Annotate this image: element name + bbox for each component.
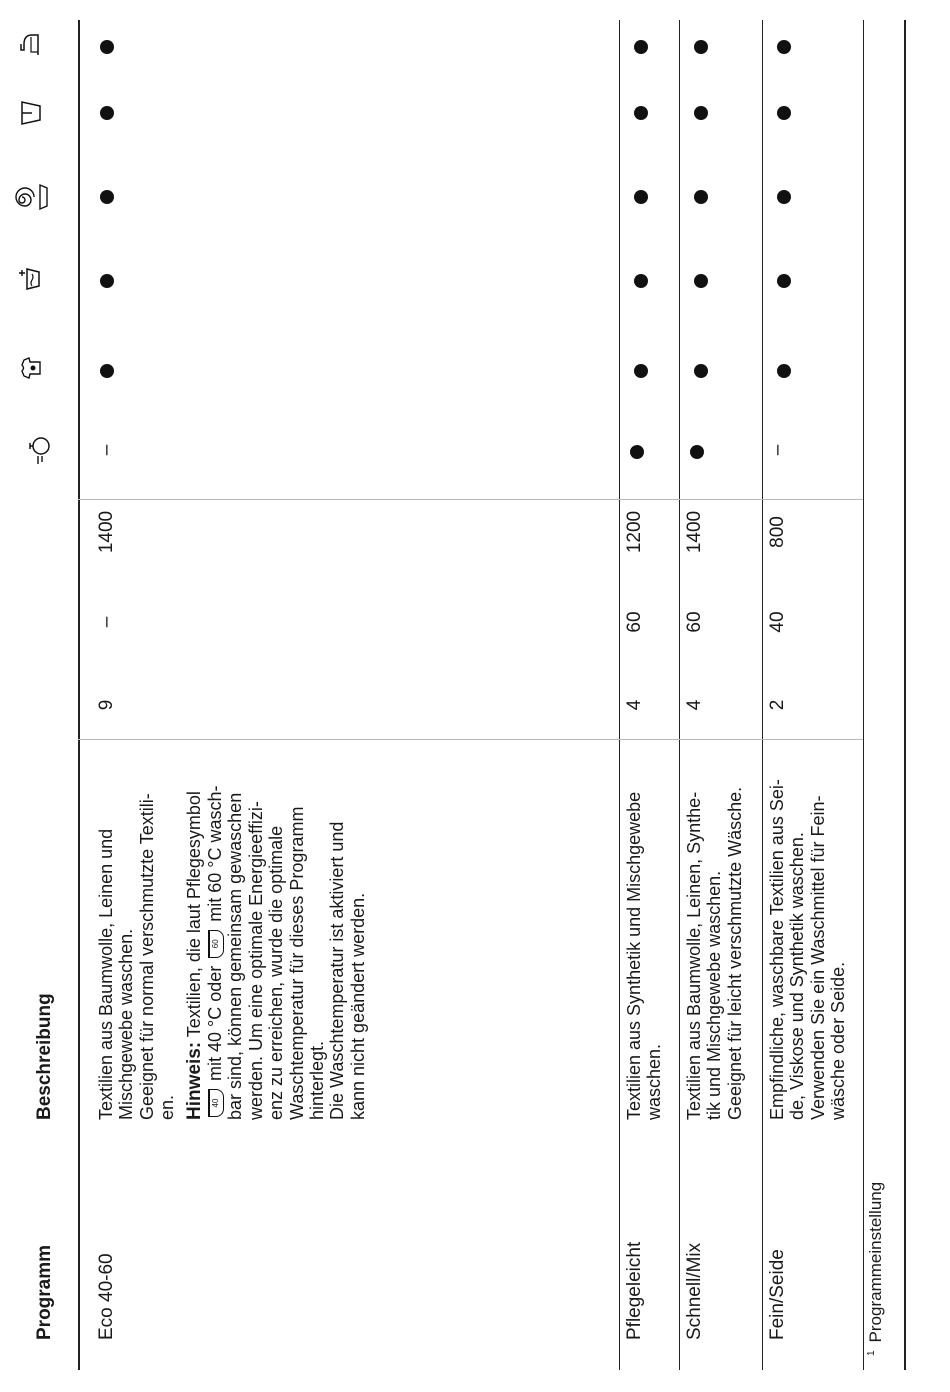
speed-perfect-icon (28, 432, 52, 466)
note-text: mit 40 °C oder (205, 960, 226, 1086)
desc-line: Geeignet für normal verschmutzte Textili- (136, 793, 157, 1120)
care-symbol-40-icon: 40 (208, 1089, 224, 1117)
option-dot (634, 190, 648, 204)
temp-value: 60 (684, 611, 705, 633)
option-dot (634, 364, 648, 378)
note-line: hinterlegt. (307, 1040, 328, 1120)
column-guide (78, 499, 863, 500)
row-divider (863, 20, 864, 1370)
note-line: bar sind, können gemeinsam gewaschen (225, 792, 246, 1120)
description-schnell-mix (684, 740, 745, 1120)
table-bottom-rule (904, 20, 906, 1370)
stain-icon (20, 356, 42, 380)
speed-value: – (96, 444, 117, 456)
prewash-icon (16, 266, 42, 292)
footnote-mark: 1 (866, 1350, 878, 1356)
note-text: Textilien, die laut Pflegesymbol (183, 791, 204, 1042)
spin-value: 800 (767, 516, 788, 548)
spin-value: 1400 (96, 510, 117, 554)
note-text: mit 60 °C wasch- (205, 785, 226, 927)
speed-dot (630, 445, 644, 459)
header-rule (78, 20, 80, 1370)
option-dot (634, 106, 648, 120)
speed-value: – (767, 444, 788, 456)
note-line: kann nicht geändert werden. (347, 892, 368, 1120)
row-divider (762, 20, 763, 1370)
desc-line: tik und Mischgewebe waschen. (704, 870, 725, 1120)
option-dot (100, 190, 114, 204)
temp-value: 60 (624, 611, 645, 633)
description-pflegeleicht (624, 740, 665, 1120)
footnote (866, 1182, 886, 1356)
load-value: 4 (684, 699, 705, 711)
desc-line: Textilien aus Baumwolle, Leinen, Synthe- (684, 791, 704, 1120)
desc-line: en. (157, 1094, 178, 1120)
desc-line: Textilien aus Synthetik und Mischgewebe (624, 791, 644, 1120)
program-eco-40-60: Eco 40-60 (96, 1253, 117, 1340)
program-pflegeleicht: Pflegeleicht (624, 1241, 645, 1340)
option-dot (634, 40, 648, 54)
option-dot (694, 40, 708, 54)
option-dot (694, 274, 708, 288)
program-schnell-mix: Schnell/Mix (684, 1242, 705, 1340)
note-line: Die Waschtemperatur ist aktiviert und (327, 821, 348, 1120)
header-description: Beschreibung (34, 993, 55, 1120)
option-dot (694, 364, 708, 378)
desc-line: Mischgewebe waschen. (116, 928, 137, 1120)
option-dot (777, 40, 791, 54)
note-line: enz zu erreichen, wurde die optimale (266, 825, 287, 1120)
desc-line: Textilien aus Baumwolle, Leinen und (96, 828, 116, 1120)
header-program: Programm (34, 1244, 55, 1340)
desc-line: de, Viskose und Synthetik waschen. (787, 832, 808, 1120)
spin-icon (14, 182, 48, 212)
description-eco (96, 740, 368, 1120)
program-fein-seide: Fein/Seide (767, 1249, 788, 1340)
option-dot (634, 274, 648, 288)
load-value: 4 (624, 699, 645, 711)
description-fein-seide (767, 740, 849, 1120)
option-dot (100, 364, 114, 378)
spin-value: 1400 (684, 510, 705, 554)
option-dot (694, 190, 708, 204)
program-table (0, 20, 908, 1370)
option-dot (777, 106, 791, 120)
option-dot (777, 190, 791, 204)
option-dot (100, 106, 114, 120)
load-value: 2 (767, 699, 788, 711)
note-icon-line (205, 740, 225, 1120)
care-symbol-60-icon: 60 (208, 930, 224, 958)
option-dot (777, 364, 791, 378)
load-value: 9 (96, 699, 117, 711)
note-first-line (184, 740, 205, 1120)
option-dot (100, 274, 114, 288)
temp-value: – (96, 616, 117, 628)
desc-line: Empfindliche, waschbare Textilien aus Sei- (767, 779, 787, 1120)
row-divider (679, 20, 680, 1370)
speed-dot (690, 445, 704, 459)
option-dot (694, 106, 708, 120)
rinse-icon (18, 100, 42, 126)
desc-line: Geeignet für leicht verschmutzte Wäsche. (724, 786, 745, 1120)
option-dot (100, 40, 114, 54)
temp-value: 40 (767, 611, 788, 633)
note-line: werden. Um eine optimale Energieeffizi- (245, 801, 266, 1120)
option-dot (777, 274, 791, 288)
row-divider (619, 20, 620, 1370)
note-line: Waschtemperatur für dieses Programm (286, 806, 307, 1120)
desc-line: waschen. (644, 1043, 665, 1120)
desc-line: Verwenden Sie ein Waschmittel für Fein- (807, 795, 828, 1120)
desc-line: wäsche oder Seide. (828, 961, 849, 1120)
easy-iron-icon (18, 32, 42, 58)
note-label: Hinweis: (183, 1041, 205, 1120)
spin-value: 1200 (624, 510, 645, 554)
footnote-text: Programmeinstellung (866, 1181, 885, 1343)
